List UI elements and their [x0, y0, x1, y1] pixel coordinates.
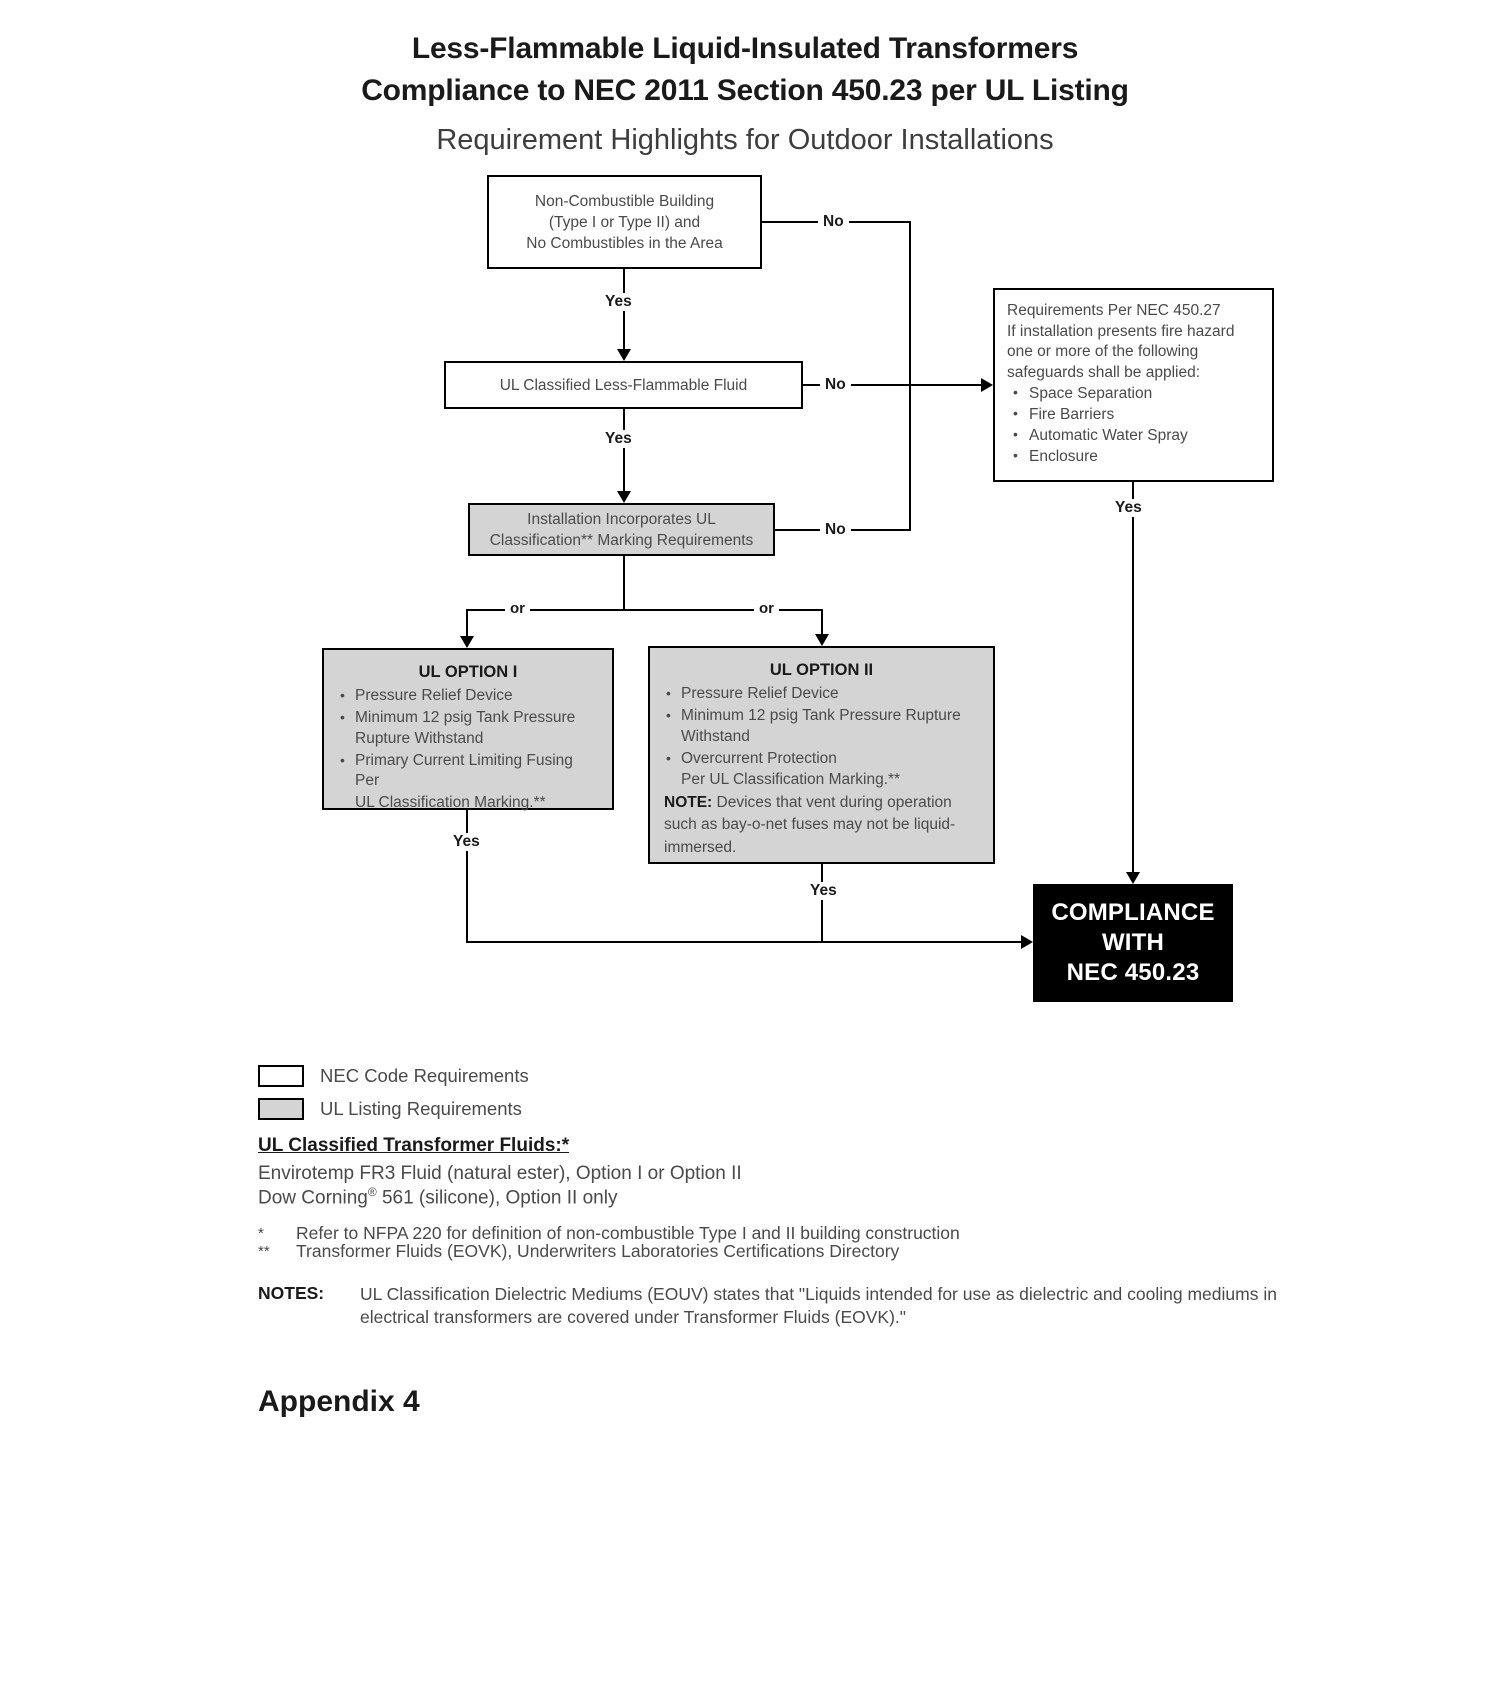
option2-item-cont: Withstand: [681, 728, 750, 745]
option1-header: UL OPTION I: [418, 663, 518, 681]
nec-line4: safeguards shall be applied:: [1007, 363, 1201, 381]
edge-label-or-right: or: [754, 600, 779, 617]
option1-item-cont: UL Classification Marking.**: [355, 793, 546, 811]
nec-safeguard-item: • Space Separation: [1007, 383, 1260, 404]
option2-item-cont: Per UL Classification Marking.**: [681, 771, 901, 788]
edge-label-yes-1: Yes: [600, 293, 637, 311]
compliance-line3: NEC 450.23: [1066, 959, 1200, 986]
connector-option1-down: [466, 810, 468, 942]
node-marking-line2: Classification** Marking Requirements: [489, 531, 754, 549]
option1-item: • Minimum 12 psig Tank Pressure: [338, 708, 598, 729]
connector-option-split-right: [623, 609, 823, 611]
connector-option1-to-compliance: [466, 941, 1021, 943]
arrowhead-to-option2: [815, 634, 829, 646]
connector-marking-down: [623, 556, 625, 610]
notes-body: UL Classification Dielectric Mediums (EOUV) states that "Liquids intended for use as dielectric and cooling mediums in electrical transformers are covered under Transformer Fluids (EOVK).": [360, 1284, 1277, 1327]
connector-to-option1: [466, 609, 468, 637]
node-marking-line1: Installation Incorporates UL: [527, 510, 716, 528]
connector-no-bus-vertical: [909, 221, 911, 531]
nec-safeguard-item: • Enclosure: [1007, 446, 1260, 467]
edge-label-yes-right: Yes: [1110, 499, 1147, 517]
legend-row-ul: [258, 1098, 522, 1120]
legend-swatch-nec: [258, 1065, 304, 1087]
option2-note-line2: such as bay-o-net fuses may not be liquid-: [664, 816, 956, 833]
connector-option2-down: [821, 864, 823, 942]
footnote-text-1: Refer to NFPA 220 for definition of non-combustible Type I and II building construction: [296, 1223, 960, 1243]
arrowhead-option1-to-compliance: [1021, 935, 1033, 949]
node-ul-option-2: [648, 646, 995, 864]
arrowhead-nec-to-compliance: [1126, 872, 1140, 884]
connector-option-split-left: [466, 609, 625, 611]
edge-label-no-3: No: [820, 521, 851, 539]
page-subtitle: Requirement Highlights for Outdoor Installations: [436, 124, 1054, 156]
edge-label-yes-option1: Yes: [448, 833, 485, 851]
connector-nec-to-compliance: [1132, 482, 1134, 872]
option1-item: • Primary Current Limiting Fusing Per: [338, 751, 598, 792]
notes-label: NOTES:: [258, 1283, 325, 1303]
nec-line2: If installation presents fire hazard: [1007, 322, 1235, 340]
nec-line3: one or more of the following: [1007, 343, 1199, 360]
fluid-line-2-b: 561 (silicone), Option II only: [376, 1187, 618, 1209]
option2-list: [664, 684, 979, 791]
node-ul-classified-fluid: [444, 361, 803, 409]
legend-label-ul: UL Listing Requirements: [320, 1098, 522, 1119]
title-line-2: Compliance to NEC 2011 Section 450.23 per UL Listing: [361, 74, 1129, 107]
node-ul-option-1: [322, 648, 614, 810]
node-fluid-text: UL Classified Less-Flammable Fluid: [499, 376, 748, 394]
option2-item: • Pressure Relief Device: [664, 684, 979, 705]
node-non-combustible-building: [487, 175, 762, 269]
fluid-line-1: Envirotemp FR3 Fluid (natural ester), Option I or Option II: [258, 1163, 742, 1184]
edge-label-no-2: No: [820, 376, 851, 394]
nec-safeguard-item: • Fire Barriers: [1007, 404, 1260, 425]
nec-safeguard-item: • Automatic Water Spray: [1007, 425, 1260, 446]
node-building-line1: Non-Combustible Building: [534, 192, 715, 210]
option2-note-text: Devices that vent during operation: [712, 793, 952, 811]
compliance-line2: WITH: [1101, 929, 1165, 956]
edge-label-no-1: No: [818, 213, 849, 231]
option2-note-first-line: [664, 793, 979, 814]
node-nec-450-27-requirements: [993, 288, 1274, 482]
edge-label-yes-option2: Yes: [805, 882, 842, 900]
edge-label-yes-2: Yes: [600, 430, 637, 448]
arrowhead-fluid-to-marking: [617, 491, 631, 503]
title-line-1: Less-Flammable Liquid-Insulated Transformers: [411, 32, 1079, 65]
edge-label-or-left: or: [505, 600, 530, 617]
node-compliance-terminal: [1033, 884, 1233, 1002]
page-title: [0, 28, 1490, 112]
arrowhead-building-to-fluid: [617, 349, 631, 361]
nec-safeguard-list: [1007, 383, 1260, 467]
option1-item-cont: Rupture Withstand: [355, 730, 484, 747]
connector-no-bus-to-nec: [909, 384, 981, 386]
compliance-line1: COMPLIANCE: [1051, 899, 1215, 926]
legend-swatch-ul: [258, 1098, 304, 1120]
option2-item: • Overcurrent Protection: [664, 749, 979, 770]
footnote-mark-2: **: [258, 1243, 270, 1260]
appendix-label: Appendix 4: [258, 1385, 420, 1418]
legend-row-nec: [258, 1065, 529, 1087]
option2-item: • Minimum 12 psig Tank Pressure Rupture: [664, 706, 979, 727]
connector-to-option2: [821, 609, 823, 636]
fluid-line-2-a: Dow Corning: [258, 1187, 368, 1209]
registered-mark-icon: ®: [367, 1185, 377, 1199]
node-building-line2: (Type I or Type II) and: [548, 213, 701, 231]
nec-line1: Requirements Per NEC 450.27: [1007, 302, 1221, 319]
arrowhead-to-option1: [460, 636, 474, 648]
legend-label-nec: NEC Code Requirements: [320, 1065, 529, 1086]
fluids-heading: UL Classified Transformer Fluids:*: [258, 1135, 570, 1156]
fluid-line-2: [258, 1185, 617, 1209]
connector-fluid-to-marking: [623, 409, 625, 491]
option2-note-label: NOTE:: [664, 793, 713, 811]
option1-item: • Pressure Relief Device: [338, 686, 598, 707]
option2-note-line3: immersed.: [664, 838, 737, 856]
option2-header: UL OPTION II: [769, 661, 874, 679]
node-installation-marking: [468, 503, 775, 556]
footnote-mark-1: *: [258, 1225, 264, 1242]
arrowhead-no-bus-to-nec: [981, 378, 993, 392]
footnote-text-2: Transformer Fluids (EOVK), Underwriters Laboratories Certifications Directory: [296, 1241, 900, 1261]
node-building-line3: No Combustibles in the Area: [526, 234, 723, 252]
option1-list: [338, 686, 598, 813]
